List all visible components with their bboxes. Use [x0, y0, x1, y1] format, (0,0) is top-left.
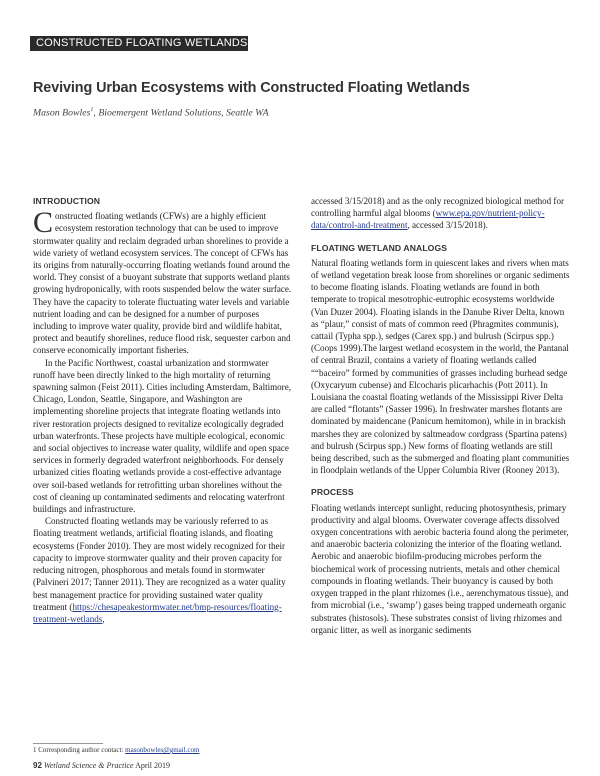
chesapeake-link[interactable]: https://chesapeakestormwater.net/bmp-resources/floating-treatment-wetlands	[33, 601, 282, 624]
footnote-divider	[33, 743, 103, 744]
footnote-text: 1 Corresponding author contact:	[33, 746, 126, 754]
continued-text: accessed 3/15/2018) and as the only recognized biological method for controlling harmful algal blooms (	[311, 196, 564, 219]
continued-paragraph	[311, 195, 570, 232]
author-line	[33, 107, 573, 118]
intro-paragraph-2: In the Pacific Northwest, coastal urbanization and stormwater runoff have been directly linked to the high mortality of returning spawning salmon (Feist 2011). Cities including Amsterdam, Baltimore, Chicago, London, Seattle, Singapore, and Washington are implementing shoreline projects that integrate floating wetlands into river restoration projects designed to revitalize ecologically degraded urban waterfronts. These projects have multiple ecological, economic and social objectives to increase water quality, wildlife and open space services in formerly degraded waterfront neighborhoods. For densely urbanized cities floating wetlands provide a cost-effective advantage over soil-based wetlands for retrofitting urban shorelines without the cost of cleaning up contaminated sediments and relocating waterfront buildings and infrastructure.	[33, 357, 291, 515]
author-footnote-mark: 1	[90, 107, 94, 113]
floating-wetland-analogs-heading: FLOATING WETLAND ANALOGS	[311, 242, 448, 253]
intro-paragraph-1-text: onstructed floating wetlands (CFWs) are a highly efficient ecosystem restoration technology that can be used to improve stormwater quality and reclaim degraded urban shorelines to provide a wide variety of wetland ecosystem services. The concept of CFWs has its origins from naturally-occurring floating wetlands found around the world. They consist of a buoyant substrate that supports wetland plants growing hydroponically, with roots suspended below the water surface. They have the capacity to tolerate fluctuating water levels and variable nutrient loading and can be designed for a number of purposes including to improve water quality, provide bird and wildlife habitat, protect and beautify shorelines, reduce flood risk, sequester carbon and conserve economically important fisheries.	[33, 211, 292, 356]
page-number: 92	[33, 761, 42, 770]
page-footer	[33, 761, 170, 770]
article-title: Reviving Urban Ecosystems with Constructed Floating Wetlands	[33, 80, 470, 96]
intro-paragraph-1	[33, 206, 292, 356]
introduction-heading: INTRODUCTION	[33, 196, 101, 206]
journal-name: Wetland Science & Practice	[43, 761, 134, 770]
intro-paragraph-3-end: ,	[102, 613, 105, 624]
author-affiliation: , Bioemergent Wetland Solutions, Seattle WA	[93, 107, 269, 119]
right-column	[311, 195, 570, 636]
issue-date: April 2019	[133, 761, 171, 770]
intro-paragraph-3-text: Constructed floating wetlands may be variously referred to as floating treatment wetlands, artificial floating islands, and floating ecosystems (Fonder 2010). They are most widely recognized for their capacity to improve stormwater quality and their proven capacity for reducing nitrogen, phosphorous and metals found in stormwater (Palvineri 2017; Tanner 2011). They are recognized as a water quality best management practice for providing sustained water quality treatment (	[33, 516, 286, 612]
intro-paragraph-3	[33, 515, 292, 625]
section-banner: CONSTRUCTED FLOATING WETLANDS	[30, 36, 248, 51]
drop-cap: C	[33, 206, 54, 240]
author-email-link[interactable]: masonbowles@gmail.com	[125, 746, 200, 754]
continued-end: , accessed 3/15/2018).	[407, 220, 488, 231]
left-column	[33, 195, 292, 625]
process-paragraph: Floating wetlands intercept sunlight, reducing photosynthesis, primary productivity and algal blooms. Overwater coverage affects dissolved oxygen concentrations with aerobic bacteria found along the perimeter, and anaerobic bacteria colonizing the interior of the floating wetland. Aerobic and anaerobic biofilm-producing microbes perform the biochemical work of processing nutrients, metals and other chemical compounds in floating wetlands. Their buoyancy is caused by both oxygen trapped in the plant rhizomes (i.e., aerenchymatous tissue), and from microbial (i.e., ‘swamp’) gases being trapped underneath organic substrates (histosols). These substrates consist of living rhizomes and organic litter, as well as inorganic sediments	[311, 502, 569, 635]
analogs-paragraph: Natural floating wetlands form in quiescent lakes and rivers when mats of wetland vegetation break loose from shorelines or organic sediments to become floating islands. Floating wetlands are found in both temperate to tropical mesotrophic-eutrophic ecosystems worldwide (Van Duzer 2004). Floating islands in the Danube River Delta, known as “plaur,” consist of mats of common reed (Phragmites communis), cattail (Typha spp.), sedges (Carex spp.) and bulrush (Scirpus spp.) (Coops 1999).The largest wetland ecosystem in the world, the Pantanal of central Brazil, contains a variety of floating wetlands called ““baceiro” formed by communities of grasses including burhead sedge (Oxycaryum cubense) and Elcocharis plicarhachis (Pott 2011). In Louisiana the coastal floating wetlands of the Mississippi River Delta are called “flotants” (Sasser 1996). In freshwater marshes flotants are dominated by maidencane (Panicum hemitomon), while in in brackish marshes they are colonized by saltmeadow cordgrass (Spartina patens) and bulrush (Scirpus spp.) New forms of floating wetlands are still being described, such as the submerged and floating plant communities in floodplain wetlands of the Upper Columbia River (Rooney 2013).	[311, 257, 570, 476]
process-heading: PROCESS	[311, 487, 354, 498]
epa-link[interactable]: www.epa.gov/nutrient-policy-data/control-and-treatment	[311, 208, 545, 231]
footnote	[33, 746, 293, 754]
author-name: Mason Bowles	[33, 107, 91, 119]
